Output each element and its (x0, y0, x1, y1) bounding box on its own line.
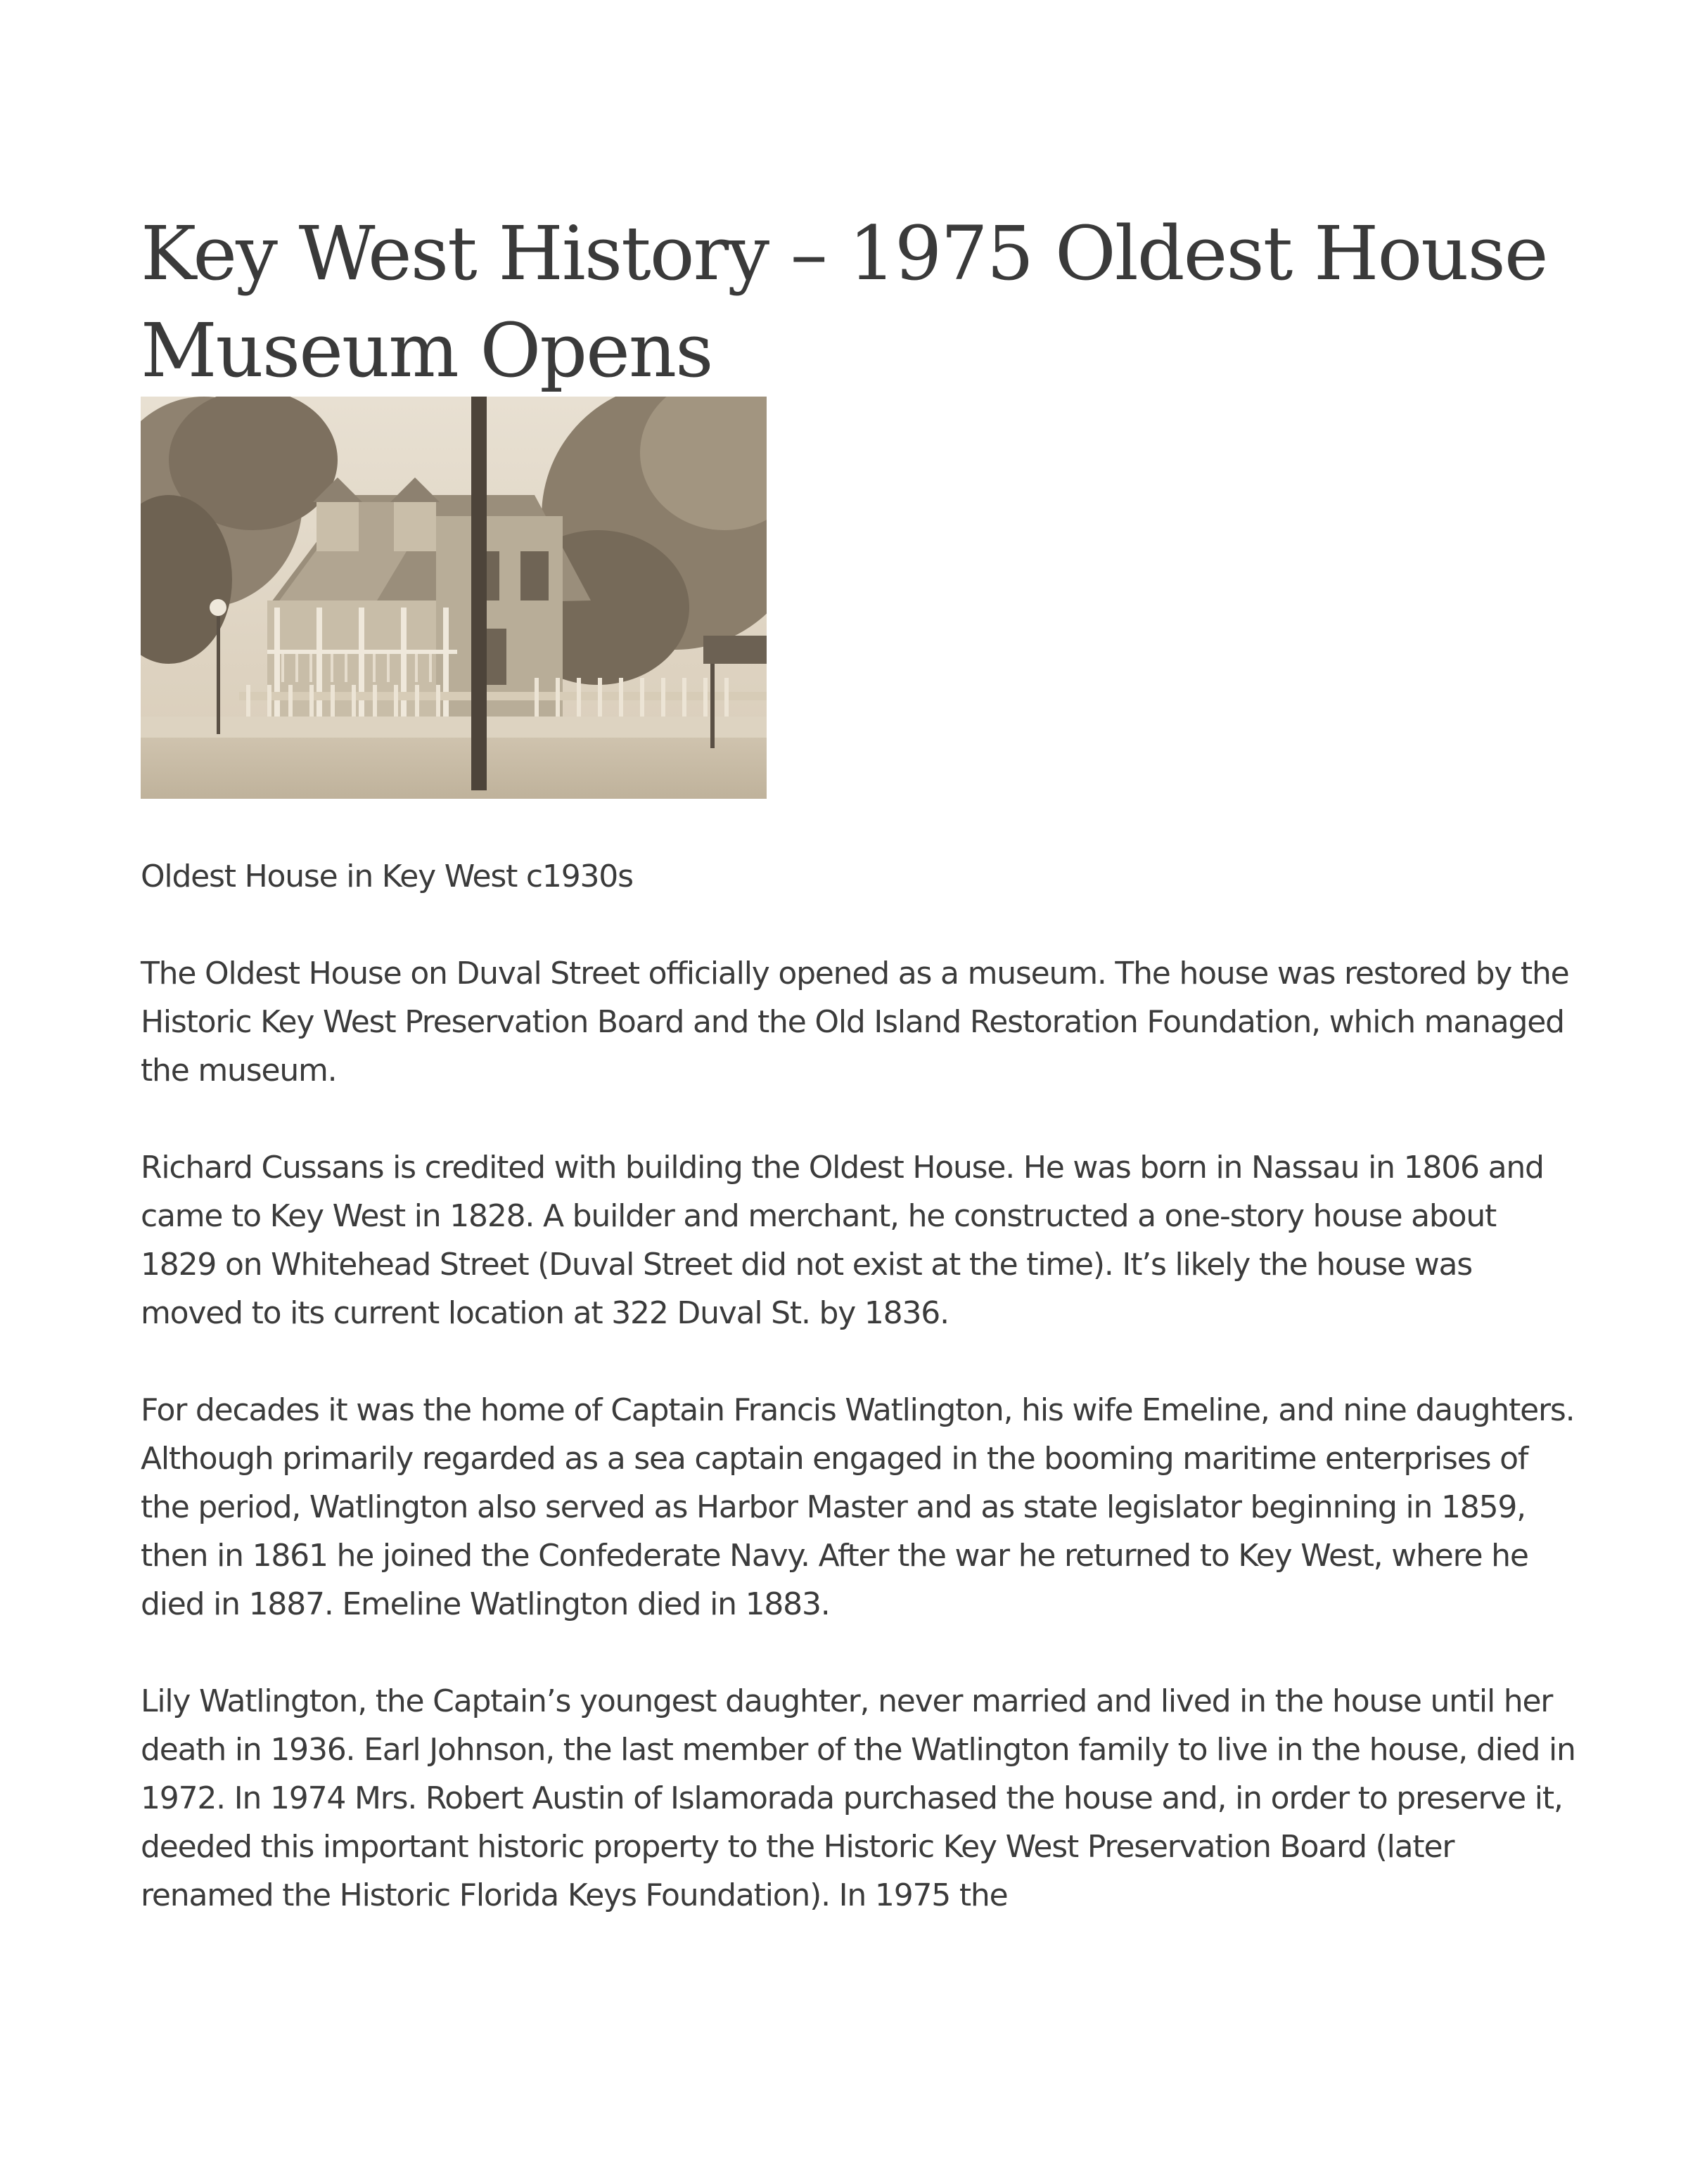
paragraph-1: The Oldest House on Duval Street officially opened as a museum. The house was restored by the Historic Key West Preservation Board and the Old Island Restoration Foundation, which managed the museum. (141, 956, 1569, 1088)
paragraph-4: Lily Watlington, the Captain’s youngest daughter, never married and lived in the house until her death in 1936. Earl Johnson, the last member of the Watlington family to live in the house, died in 1972. In 1974 Mrs. Robert Austin of Islamorada purchased the house and, in order to preserve it, deeded this important historic property to the Historic Key West Preservation Board (later renamed the Historic Florida Keys Foundation). In 1975 the (141, 1683, 1575, 1913)
photo-caption: Oldest House in Key West c1930s (141, 859, 633, 894)
article-title: Key West History – 1975 Oldest House Museum Opens (141, 210, 1547, 394)
paragraph-2: Richard Cussans is credited with building the Oldest House. He was born in Nassau in 1806 and came to Key West in 1828. A builder and merchant, he constructed a one-story house about 1829 on Whitehead Street (Duval Street did not exist at the time). It’s likely the house was moved to its current location at 322 Duval St. by 1836. (141, 1150, 1544, 1331)
paragraph-3: For decades it was the home of Captain Francis Watlington, his wife Emeline, and nine daughters. Although primarily regarded as a sea captain engaged in the booming maritime enterprises of the period, Watlington also served as Harbor Master and as state legislator beginning in 1859, then in 1861 he joined the Confederate Navy. After the war he returned to Key West, where he died in 1887. Emeline Watlington died in 1883. (141, 1392, 1575, 1622)
oldest-house-photo (141, 397, 767, 799)
